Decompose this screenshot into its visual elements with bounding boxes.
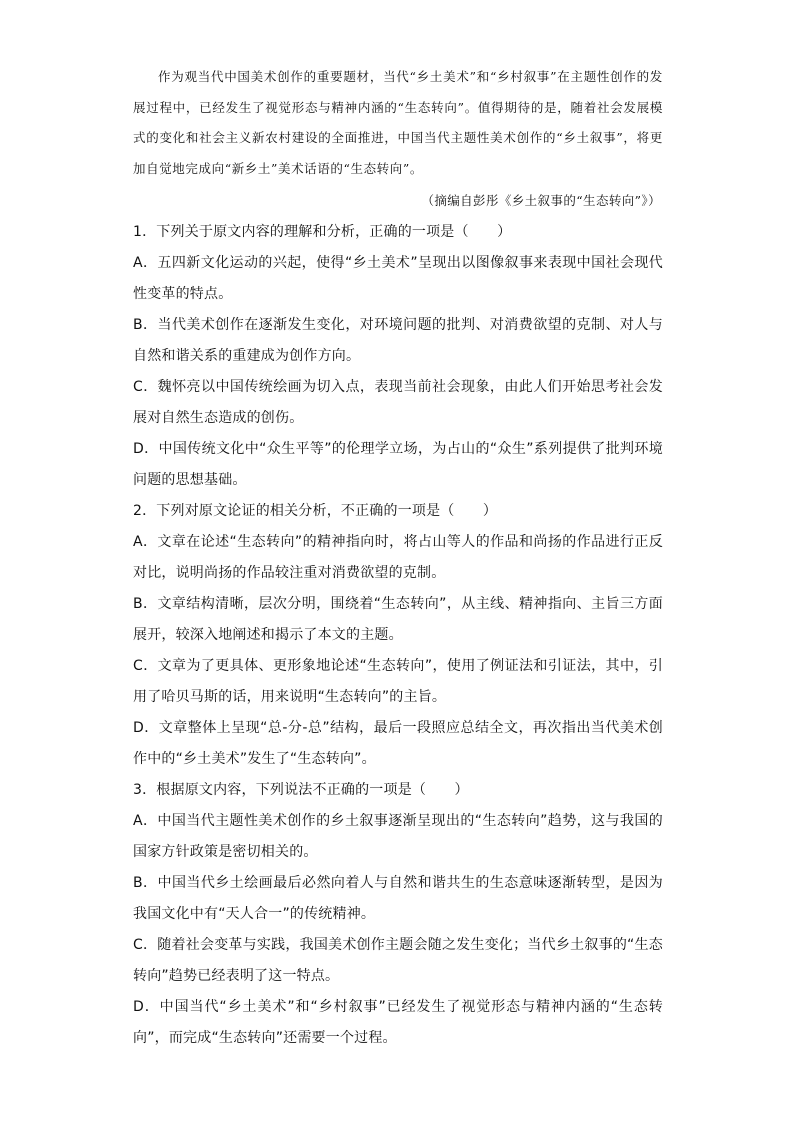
passage-excerpt — [133, 62, 663, 184]
option-d: D．中国传统文化中“众生平等”的伦理学立场，为占山的“众生”系列提供了批判环境问题的思想基础。 — [133, 441, 663, 488]
question-3 — [133, 775, 663, 1054]
option-d: D．中国当代“乡土美术”和“乡村叙事”已经发生了视觉形态与精神内涵的“生态转向”，而完成“生态转向”还需要一个过程。 — [133, 999, 663, 1046]
question-stem: 3．根据原文内容，下列说法不正确的一项是（ ） — [133, 782, 469, 798]
passage-source: （摘编自彭彤《乡土叙事的“生态转向”》） — [421, 193, 661, 208]
passage-paragraph: 作为观当代中国美术创作的重要题材，当代“乡土美术”和“乡村叙事”在主题性创作的发展过程中，已经发生了视觉形态与精神内涵的“生态转向”。值得期待的是，随着社会发展模式的变化和社会主义新农村建设的全面推进，中国当代主题性美术创作的“乡土叙事”，将更加自觉地完成向“新乡土”美术话语的“生态转向”。 — [133, 69, 663, 176]
option-b: B．文章结构清晰，层次分明，围绕着“生态转向”，从主线、精神指向、主旨三方面展开，较深入地阐述和揭示了本文的主题。 — [133, 596, 663, 643]
option-c: C．魏怀亮以中国传统绘画为切入点，表现当前社会现象，由此人们开始思考社会发展对自然生态造成的创伤。 — [133, 379, 663, 426]
option-a: A．中国当代主题性美术创作的乡土叙事逐渐呈现出的“生态转向”趋势，这与我国的国家方针政策是密切相关的。 — [133, 813, 663, 860]
question-list — [133, 217, 663, 1054]
question-2 — [133, 496, 663, 775]
option-c: C．随着社会变革与实践，我国美术创作主题会随之发生变化；当代乡土叙事的“生态转向”趋势已经表明了这一特点。 — [133, 937, 663, 984]
question-1 — [133, 217, 663, 496]
option-a: A．文章在论述“生态转向”的精神指向时，将占山等人的作品和尚扬的作品进行正反对比，说明尚扬的作品较注重对消费欲望的克制。 — [133, 534, 663, 581]
option-b: B．中国当代乡土绘画最后必然向着人与自然和谐共生的生态意味逐渐转型，是因为我国文化中有“天人合一”的传统精神。 — [133, 875, 663, 922]
question-stem: 1．下列关于原文内容的理解和分析，正确的一项是（ ） — [133, 224, 512, 240]
option-b: B．当代美术创作在逐渐发生变化，对环境问题的批判、对消费欲望的克制、对人与自然和谐关系的重建成为创作方向。 — [133, 317, 663, 364]
option-d: D．文章整体上呈现“总-分-总”结构，最后一段照应总结全文，再次指出当代美术创作中的“乡土美术”发生了“生态转向”。 — [133, 720, 663, 767]
option-a: A．五四新文化运动的兴起，使得“乡土美术”呈现出以图像叙事来表现中国社会现代性变革的特点。 — [133, 255, 663, 302]
option-c: C．文章为了更具体、更形象地论述“生态转向”，使用了例证法和引证法，其中，引用了哈贝马斯的话，用来说明“生态转向”的主旨。 — [133, 658, 663, 705]
question-stem: 2．下列对原文论证的相关分析，不正确的一项是（ ） — [133, 503, 498, 519]
